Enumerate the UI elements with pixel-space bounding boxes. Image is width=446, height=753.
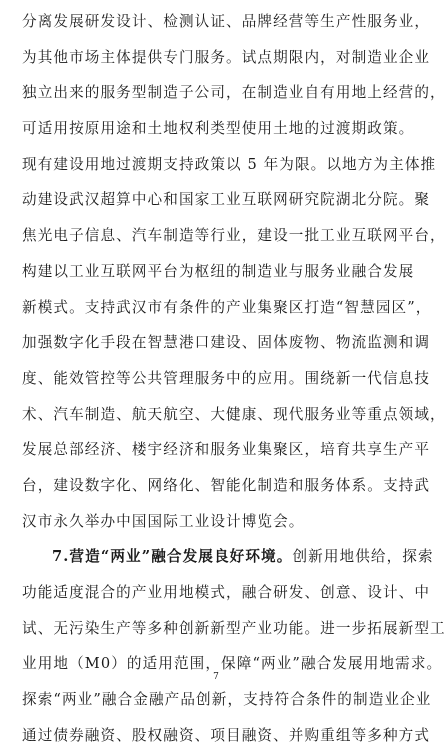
text-line: 度、能效管控等公共管理服务中的应用。围绕新一代信息技	[22, 369, 431, 387]
text-line: 汉市永久举办中国国际工业设计博览会。	[22, 512, 305, 530]
heading-line-text: 创新用地供给，探索	[292, 548, 434, 566]
text-line: 发展总部经济、楼宇经济和服务业集聚区，培育共享生产平	[22, 441, 431, 459]
text-line: 为其他市场主体提供专门服务。试点期限内，对制造业企业	[22, 48, 431, 66]
text-line: 独立出来的服务型制造子公司，在制造业自有用地上经营的，	[22, 84, 446, 102]
text-line: 通过债券融资、股权融资、项目融资、并购重组等多种方式	[22, 726, 431, 744]
text-line: 术、汽车制造、航天航空、大健康、现代服务业等重点领域，	[22, 405, 446, 423]
text-line: 新模式。支持武汉市有条件的产业集聚区打造“智慧园区”，	[22, 298, 432, 316]
text-line: 加强数字化手段在智慧港口建设、固体废物、物流监测和调	[22, 334, 431, 352]
text-line: 动建设武汉超算中心和国家工业互联网研究院湖北分院。聚	[22, 191, 431, 209]
text-line: 分离发展研发设计、检测认证、品牌经营等生产性服务业，	[22, 13, 431, 30]
text-line: 台，建设数字化、网络化、智能化制造和服务体系。支持武	[22, 476, 431, 494]
body-text	[22, 4, 446, 753]
section-heading-line	[22, 539, 434, 575]
text-line: 焦光电子信息、汽车制造等行业，建设一批工业互联网平台，	[22, 227, 446, 245]
text-line: 试、无污染生产等多种创新新型产业功能。进一步拓展新型工	[22, 619, 446, 637]
text-line: 探索“两业”融合金融产品创新，支持符合条件的制造业企业	[22, 691, 432, 709]
text-line: 构建以工业互联网平台为枢纽的制造业与服务业融合发展	[22, 262, 415, 280]
text-line: 现有建设用地过渡期支持政策以 5 年为限。以地方为主体推	[22, 155, 437, 173]
text-line: 业用地（M0）的适用范围，保障“两业”融合发展用地需求。	[22, 655, 443, 673]
text-line: 功能适度混合的产业用地模式，融合研发、创意、设计、中	[22, 584, 431, 601]
section-heading: 7.营造“两业”融合发展良好环境。	[52, 548, 293, 566]
page-number: 7	[213, 672, 219, 682]
text-line: 可适用按原用途和土地权利类型使用土地的过渡期政策。	[22, 120, 415, 138]
